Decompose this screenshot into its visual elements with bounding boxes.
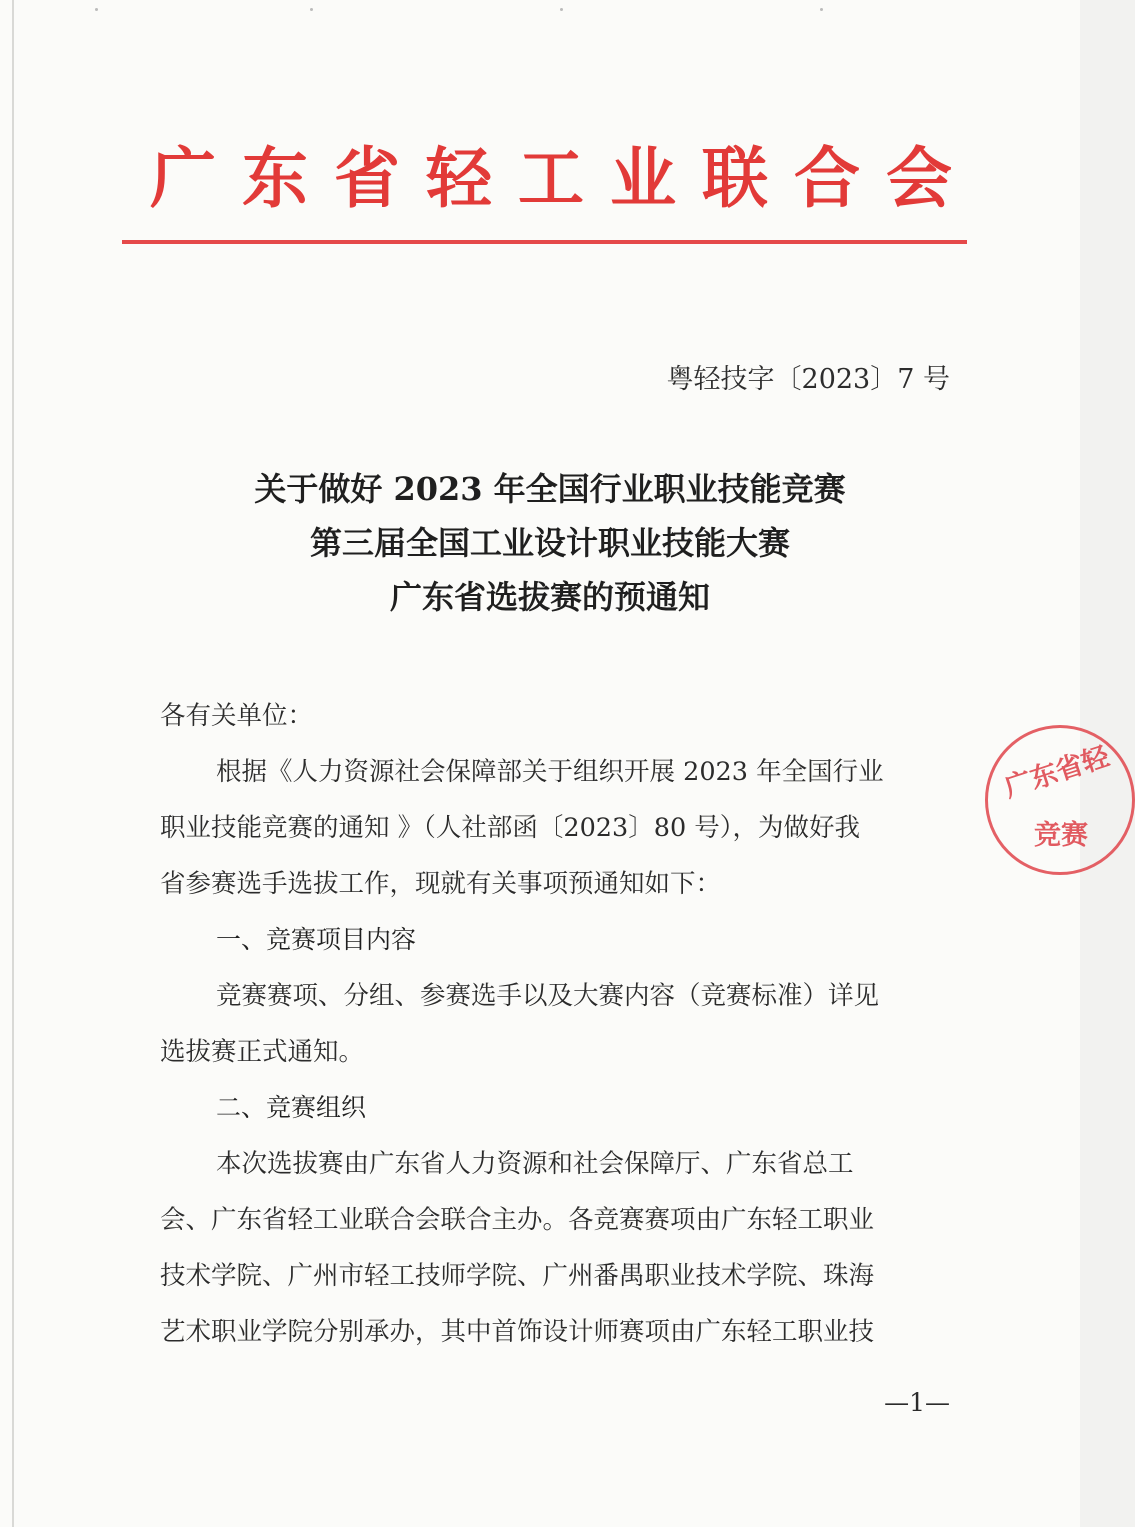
section-heading: 一、竞赛项目内容 [216, 925, 417, 954]
paragraph-line: 职业技能竞赛的通知 》（人社部函〔2023〕80 号），为做好我 [160, 813, 861, 843]
document-body [160, 688, 960, 1360]
page-number: —1— [884, 1388, 950, 1417]
title-line: 第三届全国工业设计职业技能大赛 [309, 524, 790, 562]
official-seal [985, 725, 1135, 875]
scan-speck [560, 8, 563, 11]
scan-edge [12, 0, 14, 1527]
seal-text: 广东省轻 [1000, 740, 1114, 804]
scan-speck [310, 8, 313, 11]
title-line: 关于做好 2023 年全国行业职业技能竞赛 [254, 470, 846, 508]
scan-speck [820, 8, 823, 11]
organization-header: 广东省轻工业联合会 [150, 139, 978, 217]
scan-speck [95, 8, 98, 11]
paragraph-line: 会、广东省轻工业联合会联合主办。各竞赛赛项由广东轻工职业 [160, 1205, 875, 1235]
salutation: 各有关单位： [160, 701, 314, 731]
title-line: 广东省选拔赛的预通知 [389, 578, 710, 616]
document-number: 粤轻技字〔2023〕7 号 [666, 364, 950, 395]
paragraph-line: 根据《人力资源社会保障部关于组织开展 2023 年全国行业 [216, 757, 884, 787]
paragraph-line: 本次选拔赛由广东省人力资源和社会保障厅、广东省总工 [216, 1149, 854, 1179]
paragraph-line: 选拔赛正式通知。 [160, 1037, 365, 1067]
section-heading: 二、竞赛组织 [216, 1093, 367, 1122]
seal-text: 竞赛 [1034, 820, 1088, 851]
paragraph-line: 技术学院、广州市轻工技师学院、广州番禺职业技术学院、珠海 [160, 1261, 875, 1291]
paragraph-line: 竞赛赛项、分组、参赛选手以及大赛内容（竞赛标准）详见 [216, 981, 880, 1011]
document-title [120, 462, 980, 624]
paragraph-line: 省参赛选手选拔工作，现就有关事项预通知如下： [160, 869, 722, 899]
paragraph-line: 艺术职业学院分别承办，其中首饰设计师赛项由广东轻工职业技 [160, 1317, 875, 1347]
header-divider [122, 240, 967, 244]
